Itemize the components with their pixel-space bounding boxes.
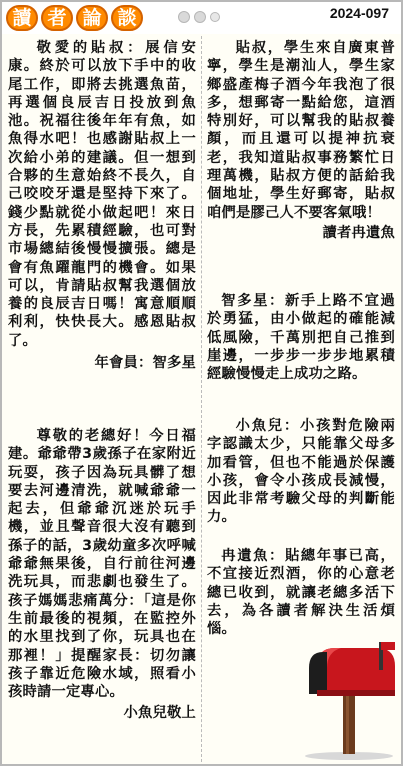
letter-signature: 年會員：智多星 bbox=[94, 355, 196, 372]
reply-ranyiyu bbox=[207, 547, 395, 638]
header-bar bbox=[2, 2, 401, 34]
letter-body: 敬愛的貼叔：展信安康。終於可以放下手中的收尾工作，即將去挑選魚苗，再選個良辰吉日投放到魚池。祝福往後年年有魚，如魚得水吧！也感謝貼叔上一次給小弟的建議。但一想到合夥的生意始終不長久，自己咬咬牙還是堅持下來了。錢少點就從小做起吧！來日方長，先累積經驗，也可對市場總結後慢慢擴張。總是會有魚躍龍門的機會。如果可以，肯請貼叔幫我選個放養的良辰吉日嗎！寓意順順利利，快快長大。感恩貼叔了。 bbox=[8, 40, 196, 349]
letter-zhiduoxing bbox=[8, 39, 196, 372]
title-char-badge: 論 bbox=[76, 5, 108, 31]
letter-xiaoyuer bbox=[8, 427, 196, 723]
reply-zhiduoxing bbox=[207, 292, 395, 383]
letter-body: 尊敬的老總好！今日福建。爺爺帶3歲孫子在家附近玩耍，孩子因為玩具髒了想要去河邊清洗，就喊爺爺一起去，但爺爺沉迷於玩手機，並且聲音很大沒有聽到孫子的話，3歲幼童多次呼喊爺爺無果後，自行前往河邊洗玩具，而悲劇也發生了。孩子媽媽悲痛萬分：「這是你生前最後的視頻，在監控外的水里找到了你，玩具也在那裡！」提醒家長：切勿讓孩子靠近危險水域，照看小孩時請一定專心。 bbox=[8, 428, 196, 701]
title-char-badge: 讀 bbox=[6, 5, 38, 31]
dot-icon bbox=[178, 11, 190, 23]
reply-body: 小魚兒：小孩對危險兩字認識太少，只能靠父母多加看管，但也不能過於保護小孩，會令小孩成長減慢，因此非常考驗父母的判斷能力。 bbox=[207, 418, 395, 526]
title-char-badge: 者 bbox=[41, 5, 73, 31]
mailbox-icon bbox=[297, 638, 401, 762]
column-divider bbox=[201, 36, 202, 762]
letter-signature: 讀者冉遺魚 bbox=[322, 224, 395, 241]
issue-number: 2024-097 bbox=[329, 5, 389, 21]
decorative-dots bbox=[178, 11, 220, 23]
letter-body: 貼叔，學生來自廣東普寧，學生是潮汕人，學生家鄉盛產梅子酒今年我泡了很多，想郵寄一點給您，這酒特別好，可以幫我的貼叔養顏，而且還可以提神抗衰老，我知道貼叔事務繁忙日理萬機，貼叔方便的話給我個地址，學生好郵寄，貼叔咱們是膠己人不要客氣哦！ bbox=[207, 40, 395, 221]
dot-icon bbox=[194, 11, 206, 23]
letter-signature: 小魚兒敬上 bbox=[123, 705, 196, 722]
letter-ranyiyu bbox=[207, 39, 395, 242]
reply-body: 冉遺魚：貼總年事已高，不宜接近烈酒，你的心意老總已收到，就讓老總多活下去，為各讀者解決生活煩惱。 bbox=[207, 548, 395, 638]
reply-body: 智多星：新手上路不宜過於勇猛，由小做起的確能減低風險，千萬別把自己推到崖邊，一步步一步步地累積經驗慢慢走上成功之路。 bbox=[207, 293, 395, 383]
title-char-badge: 談 bbox=[111, 5, 143, 31]
column-title bbox=[6, 5, 143, 31]
dot-icon bbox=[210, 12, 220, 22]
reply-xiaoyuer bbox=[207, 417, 395, 527]
